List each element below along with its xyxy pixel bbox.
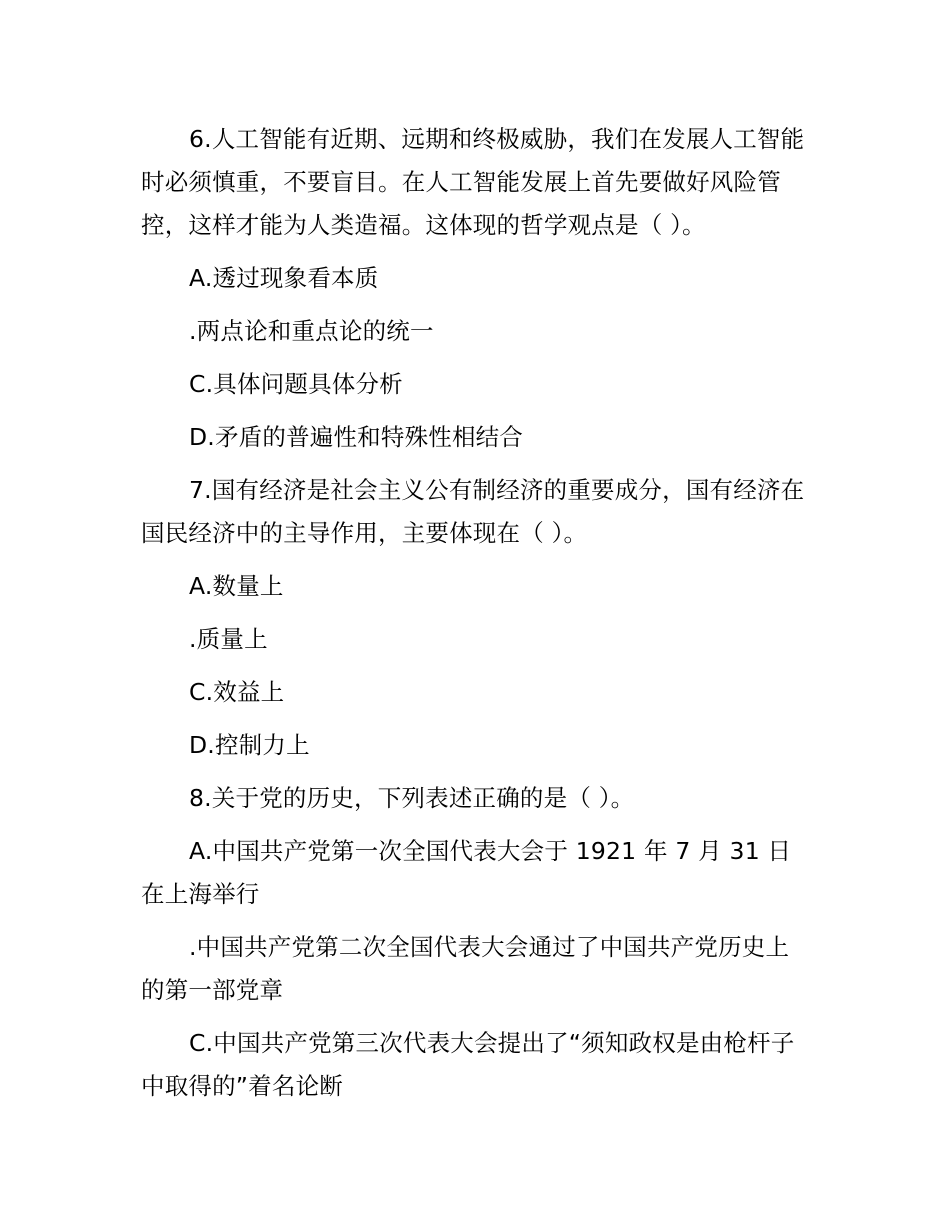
question-8-option-b: .中国共产党第二次全国代表大会通过了中国共产党历史上的第一部党章 xyxy=(141,933,790,1004)
question-7-stem: 7.国有经济是社会主义公有制经济的重要成分，国有经济在国民经济中的主导作用，主要体现在（ ）。 xyxy=(141,476,805,547)
question-7-option-c: C.效益上 xyxy=(189,678,285,706)
question-7-option-d: D.控制力上 xyxy=(189,731,310,759)
question-6-option-d: D.矛盾的普遍性和特殊性相结合 xyxy=(189,423,524,451)
question-6-option-b: .两点论和重点论的统一 xyxy=(189,317,434,345)
question-8-stem: 8.关于党的历史，下列表述正确的是（ ）。 xyxy=(189,784,635,812)
question-6-option-c: C.具体问题具体分析 xyxy=(189,370,403,398)
question-8-option-c: C.中国共产党第三次代表大会提出了“须知政权是由枪杆子中取得的”着名论断 xyxy=(141,1029,795,1100)
question-8-option-a: A.中国共产党第一次全国代表大会于 1921 年 7 月 31 日在上海举行 xyxy=(141,837,792,908)
question-6-stem: 6.人工智能有近期、远期和终极威胁，我们在发展人工智能时必须慎重，不要盲目。在人工智能发展上首先要做好风险管控，这样才能为人类造福。这体现的哲学观点是（ ）。 xyxy=(141,125,805,239)
question-7-option-b: .质量上 xyxy=(189,625,268,653)
question-7-option-a: A.数量上 xyxy=(189,572,284,600)
question-6-option-a: A.透过现象看本质 xyxy=(189,264,379,292)
document-page xyxy=(141,118,811,1118)
